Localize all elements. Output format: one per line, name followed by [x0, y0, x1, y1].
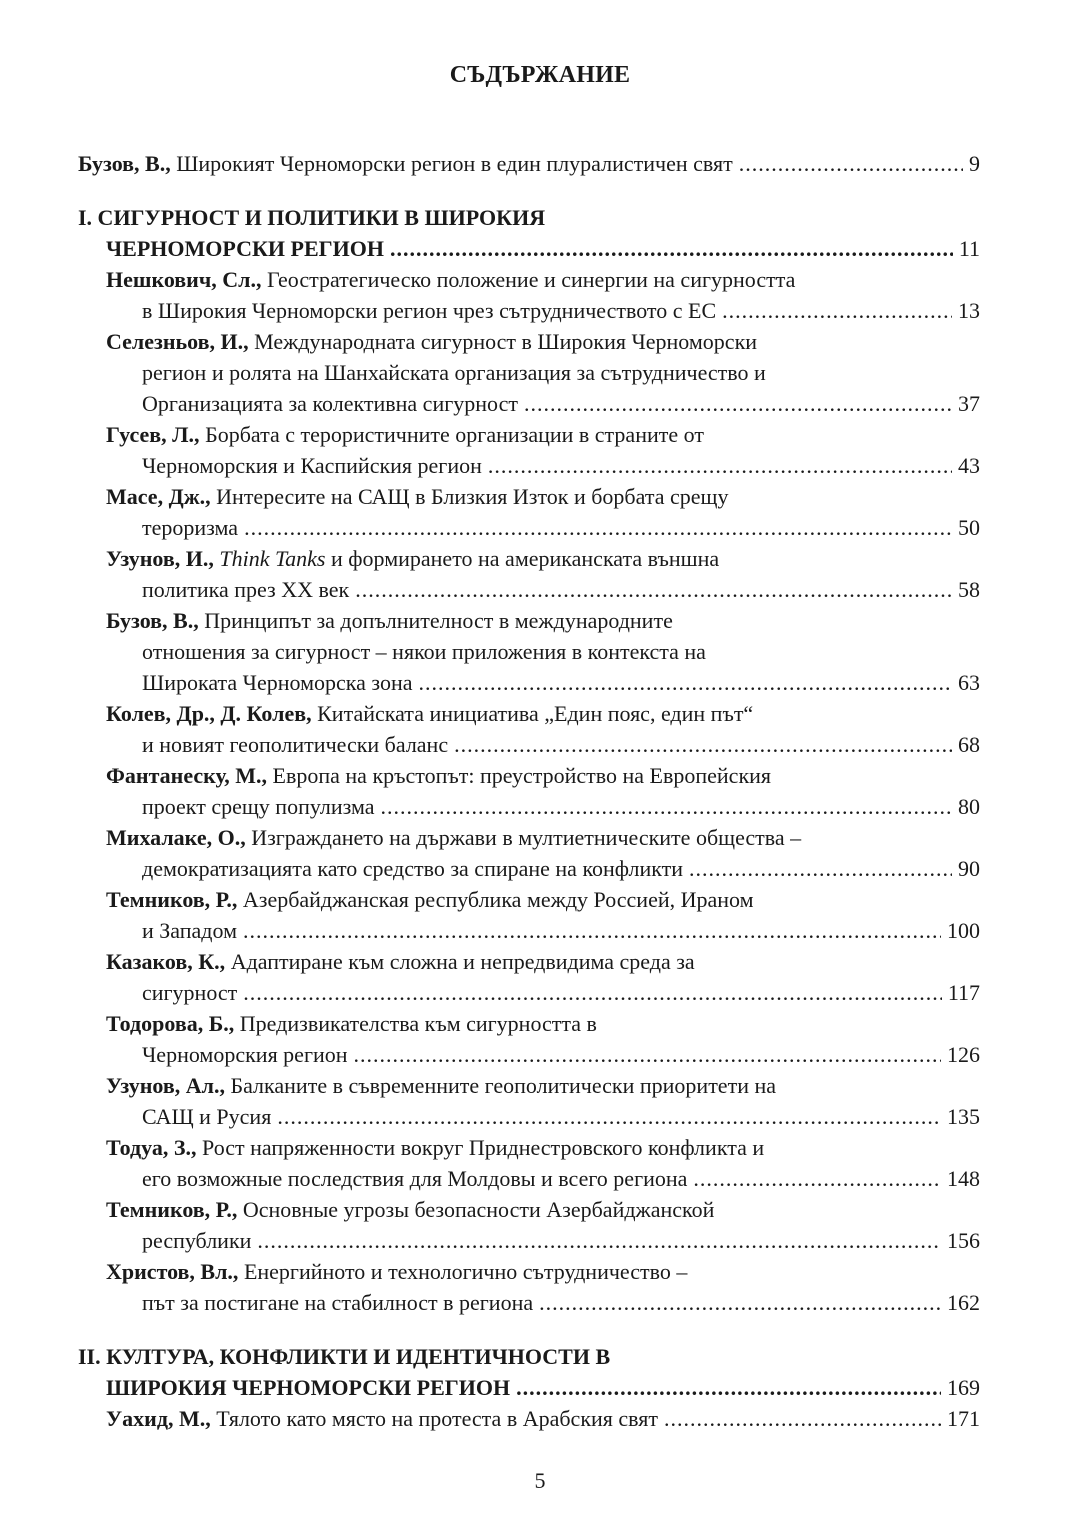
- toc-entry[interactable]: Казаков, К., Адаптиране към сложна и непредвидима среда за: [106, 949, 695, 974]
- page-number: 5: [534, 1468, 546, 1493]
- toc-entry-cont[interactable]: САЩ и Русия ..... 135: [78, 1101, 980, 1132]
- entry-page: 117: [947, 980, 980, 1005]
- toc-entry-cont[interactable]: път за постигане на стабилност в региона ..... 162: [78, 1287, 980, 1318]
- toc-entry[interactable]: Христов, Вл., Енергийното и технологично сътрудничество –: [106, 1259, 688, 1284]
- toc-entry-cont[interactable]: Черноморския и Каспийския регион ..... 43: [78, 450, 980, 481]
- toc-entry[interactable]: Тодуа, З., Рост напряженности вокруг Приднестровского конфликта и: [106, 1135, 765, 1160]
- dot-leader: [516, 1372, 941, 1403]
- section-heading-2[interactable]: II. КУЛТУРА, КОНФЛИКТИ И ИДЕНТИЧНОСТИ В: [78, 1344, 611, 1369]
- toc-entry[interactable]: Узунов, Ал., Балканите в съвременните геополитически приоритети на: [106, 1073, 776, 1098]
- toc-entry-cont[interactable]: политика през ХХ век ..... 58: [78, 574, 980, 605]
- section-heading-1-cont[interactable]: ЧЕРНОМОРСКИ РЕГИОН ..... 11: [78, 233, 980, 264]
- toc-entry-cont[interactable]: сигурност ..... 117: [78, 977, 980, 1008]
- dot-leader: [524, 388, 952, 419]
- entry-page: 156: [947, 1228, 980, 1253]
- dot-leader: [243, 915, 941, 946]
- toc-entry[interactable]: Уахид, М., Тялото като място на протеста в Арабския свят ..... 171: [78, 1403, 980, 1434]
- toc-entry[interactable]: Нешкович, Сл., Геостратегическо положение и синергии на сигурността: [106, 267, 796, 292]
- toc-entry-cont[interactable]: и Западом ..... 100: [78, 915, 980, 946]
- entry-page: 90: [958, 856, 980, 881]
- dot-leader: [419, 667, 953, 698]
- dot-leader: [354, 1039, 941, 1070]
- page-title: СЪДЪРЖАНИЕ: [449, 62, 631, 88]
- toc-entry-cont[interactable]: Организацията за колективна сигурност ..... 37: [78, 388, 980, 419]
- toc-entry[interactable]: Масе, Дж., Интересите на САЩ в Близкия Изток и борбата срещу: [106, 484, 729, 509]
- dot-leader: [390, 233, 953, 264]
- entry-page: 13: [958, 298, 980, 323]
- entry-page: 148: [947, 1166, 980, 1191]
- dot-leader: [277, 1101, 941, 1132]
- dot-leader: [689, 853, 952, 884]
- toc-entry-cont[interactable]: отношения за сигурност – някои приложения в контекста на: [142, 639, 706, 664]
- toc-entry-cont[interactable]: демократизацията като средство за спиране на конфликти ..... 90: [78, 853, 980, 884]
- entry-page: 43: [958, 453, 980, 478]
- toc-entry[interactable]: Бузов, В., Принципът за допълнителност в международните: [106, 608, 673, 633]
- dot-leader: [257, 1225, 941, 1256]
- toc-entry-cont[interactable]: Черноморския регион ..... 126: [78, 1039, 980, 1070]
- dot-leader: [488, 450, 952, 481]
- toc-entry-cont[interactable]: и новият геополитически баланс ..... 68: [78, 729, 980, 760]
- toc-entry[interactable]: Тодорова, Б., Предизвикателства към сигурността в: [106, 1011, 597, 1036]
- dot-leader: [381, 791, 952, 822]
- section-page: 169: [947, 1375, 980, 1400]
- entry-page: 37: [958, 391, 980, 416]
- entry-page: 63: [958, 670, 980, 695]
- toc-entry[interactable]: Колев, Др., Д. Колев, Китайската инициатива „Един пояс, един път“: [106, 701, 754, 726]
- toc-entry[interactable]: Фантанеску, М., Европа на кръстопът: преустройство на Европейския: [106, 763, 772, 788]
- entry-page: 162: [947, 1290, 980, 1315]
- entry-page: 9: [969, 151, 980, 176]
- toc-entry-cont[interactable]: Широката Черноморска зона ..... 63: [78, 667, 980, 698]
- dot-leader: [243, 977, 942, 1008]
- section-page: 11: [958, 236, 980, 261]
- dot-leader: [355, 574, 952, 605]
- entry-page: 135: [947, 1104, 980, 1129]
- entry-page: 68: [958, 732, 980, 757]
- toc-entry[interactable]: Михалаке, О., Изграждането на държави в мултиетническите общества –: [106, 825, 802, 850]
- section-heading-1[interactable]: I. СИГУРНОСТ И ПОЛИТИКИ В ШИРОКИЯ: [78, 205, 546, 230]
- toc-entry[interactable]: Гусев, Л., Борбата с терористичните организации в страните от: [106, 422, 704, 447]
- entry-page: 100: [947, 918, 980, 943]
- toc-entry-intro[interactable]: [78, 148, 980, 179]
- toc-entry[interactable]: Узунов, И., Think Tanks и формирането на американската външна: [106, 546, 720, 571]
- dot-leader: [539, 1287, 941, 1318]
- entry-author: Бузов, В.,: [78, 151, 171, 176]
- entry-page: 50: [958, 515, 980, 540]
- toc-entry-cont[interactable]: регион и ролята на Шанхайската организация за сътрудничество и: [142, 360, 766, 385]
- entry-page: 80: [958, 794, 980, 819]
- dot-leader: [244, 512, 952, 543]
- dot-leader: [693, 1163, 941, 1194]
- toc-entry-cont[interactable]: тероризма ..... 50: [78, 512, 980, 543]
- table-of-contents: [78, 148, 980, 1434]
- toc-entry-cont[interactable]: проект срещу популизма ..... 80: [78, 791, 980, 822]
- toc-entry[interactable]: Селезньов, И., Международната сигурност в Широкия Черноморски: [106, 329, 758, 354]
- dot-leader: [739, 148, 963, 179]
- dot-leader: [722, 295, 952, 326]
- entry-page: 58: [958, 577, 980, 602]
- toc-entry-cont[interactable]: республики ..... 156: [78, 1225, 980, 1256]
- toc-entry-cont[interactable]: его возможные последствия для Молдовы и всего региона ..... 148: [78, 1163, 980, 1194]
- entry-page: 171: [947, 1406, 980, 1431]
- toc-entry[interactable]: Темников, Р., Азербайджанская республика между Россией, Ираном: [106, 887, 754, 912]
- toc-entry[interactable]: Темников, Р., Основные угрозы безопасности Азербайджанской: [106, 1197, 715, 1222]
- toc-entry-cont[interactable]: в Широкия Черноморски регион чрез сътрудничеството с ЕС ..... 13: [78, 295, 980, 326]
- section-heading-2-cont[interactable]: ШИРОКИЯ ЧЕРНОМОРСКИ РЕГИОН ..... 169: [78, 1372, 980, 1403]
- entry-title: Широкият Черноморски регион в един плуралистичен свят: [176, 151, 733, 176]
- dot-leader: [454, 729, 952, 760]
- entry-page: 126: [947, 1042, 980, 1067]
- dot-leader: [664, 1403, 941, 1434]
